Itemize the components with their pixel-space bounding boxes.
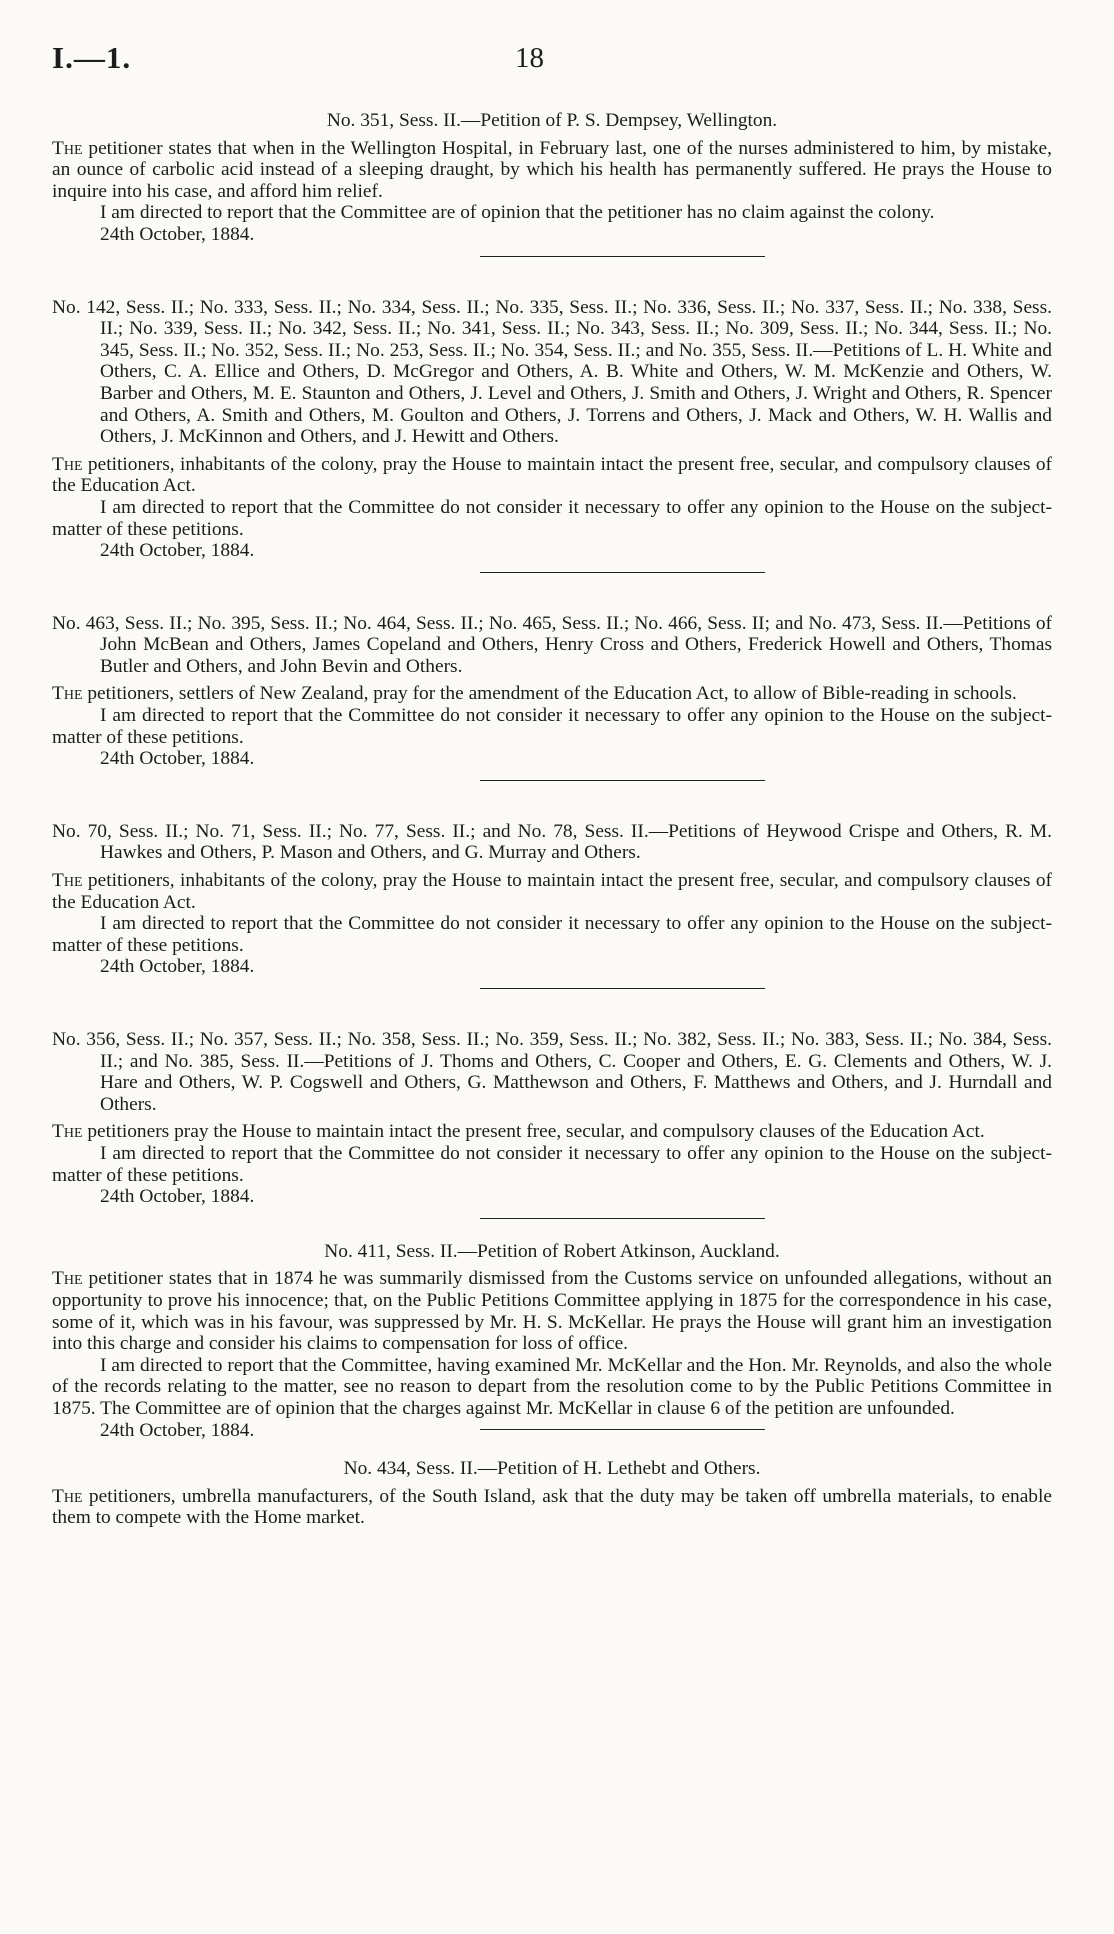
petition-section-education-2 xyxy=(52,821,1052,989)
report-date: 24th October, 1884. xyxy=(100,1186,255,1208)
petition-section-education-1 xyxy=(52,297,1052,573)
petition-section-434 xyxy=(52,1458,1052,1529)
section-title: No. 434, Sess. II.—Petition of H. Lethebt and Others. xyxy=(343,1458,761,1480)
petition-section-bible-reading xyxy=(52,613,1052,781)
lead-word: The xyxy=(52,683,83,705)
committee-report: I am directed to report that the Committee do not consider it necessary to offer any opinion to the House on the subject-matter of these petitions. xyxy=(52,705,1052,748)
summary-text: petitioner states that when in the Wellington Hospital, in February last, one of the nurses administered to him, by mistake, an ounce of carbolic acid instead of a sleeping draught, by which his health has permanently suffered. He prays the House to inquire into his case, and afford him relief. xyxy=(52,137,1052,202)
lead-word: The xyxy=(52,137,83,159)
lead-word: The xyxy=(52,1121,83,1143)
summary-text: petitioners, umbrella manufacturers, of the South Island, ask that the duty may be taken off umbrella materials, to enable them to compete with the Home market. xyxy=(52,1485,1052,1529)
petition-list: No. 356, Sess. II.; No. 357, Sess. II.; No. 358, Sess. II.; No. 359, Sess. II.; No. 382, Sess. II.; No. 383, Sess. II.; No. 384, Sess. II.; and No. 385, Sess. II.—Petitions of J. Thoms and Others, C. Cooper and Others, E. G. Clements and Others, W. J. Hare and Others, W. P. Cogswell and Others, G. Matthewson and Others, F. Matthews and Others, and J. Hurndall and Others. xyxy=(52,1029,1052,1115)
petition-section-351 xyxy=(52,110,1052,257)
section-divider xyxy=(480,988,765,989)
section-divider xyxy=(480,256,765,257)
petition-summary xyxy=(52,1486,1052,1529)
petition-summary xyxy=(52,683,1052,705)
petition-summary xyxy=(52,1268,1052,1354)
committee-report: I am directed to report that the Committee do not consider it necessary to offer any opinion to the House on the subject-matter of these petitions. xyxy=(52,1142,1052,1186)
petition-section-education-3 xyxy=(52,1029,1052,1219)
report-date: 24th October, 1884. xyxy=(100,540,255,562)
section-title: No. 411, Sess. II.—Petition of Robert Atkinson, Auckland. xyxy=(324,1240,780,1262)
petition-list: No. 463, Sess. II.; No. 395, Sess. II.; No. 464, Sess. II.; No. 465, Sess. II.; No. 466, Sess. II; and No. 473, Sess. II.—Petitions of John McBean and Others, James Copeland and Others, Henry Cross and Others, Frederick Howell and Others, Thomas Butler and Others, and John Bevin and Others. xyxy=(52,612,1052,677)
lead-word: The xyxy=(52,453,83,475)
document-reference: I.—1. xyxy=(52,40,132,75)
report-date: 24th October, 1884. xyxy=(100,956,255,978)
petition-summary xyxy=(52,454,1052,497)
committee-report: I am directed to report that the Committee do not consider it necessary to offer any opinion to the House on the subject-matter of these petitions. xyxy=(52,913,1052,956)
lead-word: The xyxy=(52,1268,83,1290)
summary-text: petitioner states that in 1874 he was summarily dismissed from the Customs service on unfounded allegations, without an opportunity to prove his innocence; that, on the Public Petitions Committee applying in 1875 for the correspondence in his case, some of it, which was in his favour, was suppressed by Mr. H. S. McKellar. He prays the House will grant him an investigation into this charge and consider his claims to compensation for loss of office. xyxy=(52,1268,1052,1355)
petition-summary xyxy=(52,1121,1052,1143)
section-title: No. 351, Sess. II.—Petition of P. S. Dempsey, Wellington. xyxy=(326,110,778,131)
petition-list: No. 142, Sess. II.; No. 333, Sess. II.; No. 334, Sess. II.; No. 335, Sess. II.; No. 336, Sess. II.; No. 337, Sess. II.; No. 338, Sess. II.; No. 339, Sess. II.; No. 342, Sess. II.; No. 341, Sess. II.; No. 343, Sess. II.; No. 309, Sess. II.; No. 344, Sess. II.; No. 345, Sess. II.; No. 352, Sess. II.; No. 253, Sess. II.; No. 354, Sess. II.; and No. 355, Sess. II.—Petitions of L. H. White and Others, C. A. Ellice and Others, D. McGregor and Others, A. B. White and Others, W. M. McKenzie and Others, W. Barber and Others, M. E. Staunton and Others, J. Level and Others, J. Smith and Others, J. Wright and Others, R. Spencer and Others, A. Smith and Others, M. Goulton and Others, J. Torrens and Others, J. Mack and Others, W. H. Wallis and Others, J. McKinnon and Others, and J. Hewitt and Others. xyxy=(52,296,1052,448)
summary-text: petitioners, inhabitants of the colony, pray the House to maintain intact the present free, secular, and compulsory clauses of the Education Act. xyxy=(52,453,1052,497)
report-date: 24th October, 1884. xyxy=(100,1419,255,1441)
petition-list: No. 70, Sess. II.; No. 71, Sess. II.; No. 77, Sess. II.; and No. 78, Sess. II.—Petitions of Heywood Crispe and Others, R. M. Hawkes and Others, P. Mason and Others, and G. Murray and Others. xyxy=(52,820,1052,864)
section-divider xyxy=(480,780,765,781)
section-divider xyxy=(480,1429,765,1430)
lead-word: The xyxy=(52,870,83,892)
summary-text: petitioners pray the House to maintain intact the present free, secular, and compulsory clauses of the Education Act. xyxy=(82,1121,985,1143)
page-header xyxy=(0,0,1114,75)
petition-summary xyxy=(52,138,1052,203)
petition-summary xyxy=(52,870,1052,913)
page-number: 18 xyxy=(515,42,544,74)
committee-report: I am directed to report that the Committee are of opinion that the petitioner has no claim against the colony. xyxy=(100,202,935,224)
committee-report: I am directed to report that the Committee do not consider it necessary to offer any opinion to the House on the subject-matter of these petitions. xyxy=(52,496,1052,540)
petition-section-411 xyxy=(52,1240,1052,1441)
section-divider xyxy=(480,572,765,573)
report-date: 24th October, 1884. xyxy=(100,748,255,770)
section-divider xyxy=(480,1218,765,1219)
summary-text: petitioners, settlers of New Zealand, pray for the amendment of the Education Act, to allow of Bible-reading in schools. xyxy=(82,683,1017,705)
lead-word: The xyxy=(52,1485,83,1507)
committee-report: I am directed to report that the Committee, having examined Mr. McKellar and the Hon. Mr. Reynolds, and also the whole of the records relating to the matter, see no reason to depart from the resolution come to by the Public Petitions Committee in 1875. The Committee are of opinion that the charges against Mr. McKellar in clause 6 of the petition are unfounded. xyxy=(52,1354,1052,1419)
summary-text: petitioners, inhabitants of the colony, pray the House to maintain intact the present free, secular, and compulsory clauses of the Education Act. xyxy=(52,870,1052,913)
report-date: 24th October, 1884. xyxy=(100,223,255,245)
